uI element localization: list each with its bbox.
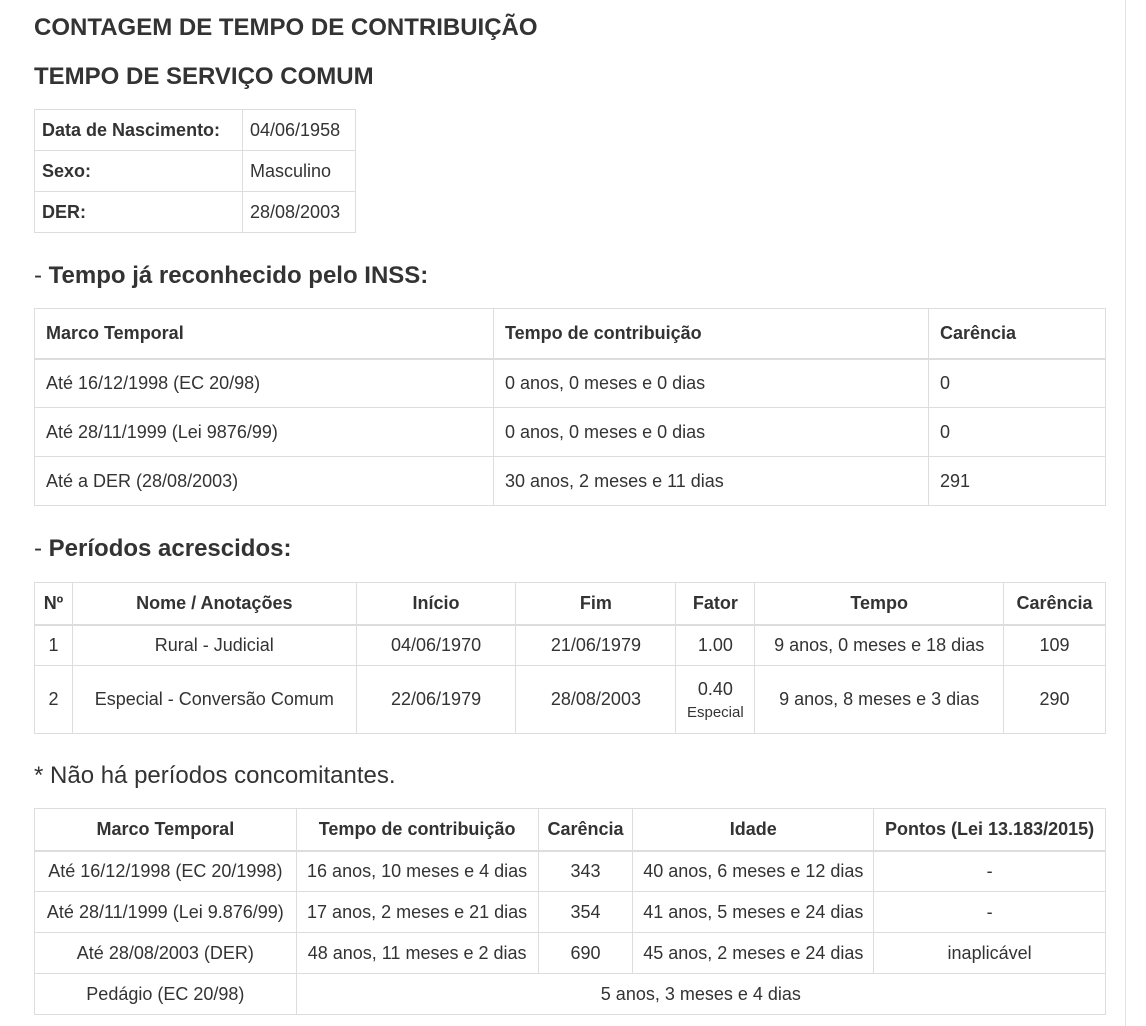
factor-cell	[676, 666, 755, 734]
table-row	[35, 359, 1106, 408]
table-cell: 109	[1003, 625, 1105, 666]
column-header: Tempo	[755, 583, 1004, 625]
column-header: Tempo de contribuição	[296, 809, 538, 851]
info-row	[35, 110, 356, 151]
personal-info-table	[34, 109, 356, 233]
page-right-border	[1125, 0, 1126, 1026]
table-cell: 290	[1003, 666, 1105, 734]
column-header: Fator	[676, 583, 755, 625]
table-header-row	[35, 809, 1106, 851]
concurrent-periods-note: * Não há períodos concomitantes.	[34, 762, 396, 789]
table-cell: 30 anos, 2 meses e 11 dias	[494, 457, 929, 506]
table-row	[35, 625, 1106, 666]
table-cell: 22/06/1979	[356, 666, 516, 734]
table-cell: 2	[35, 666, 73, 734]
table-header-row	[35, 583, 1106, 625]
pedagio-label: Pedágio (EC 20/98)	[35, 974, 297, 1015]
table-cell: 291	[929, 457, 1106, 506]
heading-text: Períodos acrescidos:	[48, 535, 292, 562]
column-header: Marco Temporal	[35, 309, 494, 359]
table-cell: 40 anos, 6 meses e 12 dias	[633, 851, 874, 892]
table-cell: Até 16/12/1998 (EC 20/98)	[35, 359, 494, 408]
table-cell: 45 anos, 2 meses e 24 dias	[633, 933, 874, 974]
column-header: Tempo de contribuição	[494, 309, 929, 359]
table-cell: 21/06/1979	[516, 625, 676, 666]
table-cell: Especial - Conversão Comum	[72, 666, 356, 734]
pedagio-row	[35, 974, 1106, 1015]
factor-value: 0.40	[697, 678, 733, 699]
table-row	[35, 933, 1106, 974]
info-value: 28/08/2003	[243, 192, 356, 233]
factor-value: 1.00	[697, 634, 733, 655]
table-cell: -	[874, 892, 1106, 933]
inss-section-heading	[34, 262, 428, 290]
column-header: Marco Temporal	[35, 809, 297, 851]
table-cell: 28/08/2003	[516, 666, 676, 734]
table-cell: 0	[929, 359, 1106, 408]
info-label: Sexo:	[35, 151, 243, 192]
heading-text: Tempo já reconhecido pelo INSS:	[48, 262, 429, 289]
column-header: Início	[356, 583, 516, 625]
table-row	[35, 851, 1106, 892]
column-header: Nome / Anotações	[72, 583, 356, 625]
heading-dash: -	[34, 262, 49, 289]
acrescidos-section-heading	[34, 535, 291, 563]
table-cell: 16 anos, 10 meses e 4 dias	[296, 851, 538, 892]
table-header-row	[35, 309, 1106, 359]
table-row	[35, 892, 1106, 933]
table-cell: Até 28/11/1999 (Lei 9.876/99)	[35, 892, 297, 933]
table-row	[35, 457, 1106, 506]
table-cell: Até 28/08/2003 (DER)	[35, 933, 297, 974]
factor-cell	[676, 625, 755, 666]
table-cell: 343	[538, 851, 633, 892]
pedagio-value: 5 anos, 3 meses e 4 dias	[296, 974, 1105, 1015]
info-row	[35, 192, 356, 233]
table-cell: 9 anos, 0 meses e 18 dias	[755, 625, 1004, 666]
info-label: Data de Nascimento:	[35, 110, 243, 151]
table-cell: Até a DER (28/08/2003)	[35, 457, 494, 506]
added-periods-table	[34, 582, 1106, 734]
table-cell: 41 anos, 5 meses e 24 dias	[633, 892, 874, 933]
table-cell: -	[874, 851, 1106, 892]
table-row	[35, 408, 1106, 457]
info-row	[35, 151, 356, 192]
table-row	[35, 666, 1106, 734]
inss-time-table	[34, 308, 1106, 506]
table-cell: 0	[929, 408, 1106, 457]
column-header: Carência	[538, 809, 633, 851]
info-label: DER:	[35, 192, 243, 233]
table-cell: 690	[538, 933, 633, 974]
column-header: Fim	[516, 583, 676, 625]
factor-note: Especial	[686, 703, 744, 721]
table-cell: inaplicável	[874, 933, 1106, 974]
summary-table	[34, 808, 1106, 1015]
info-value: Masculino	[243, 151, 356, 192]
page-title: CONTAGEM DE TEMPO DE CONTRIBUIÇÃO	[34, 14, 538, 41]
page-subtitle: TEMPO DE SERVIÇO COMUM	[34, 63, 374, 90]
info-value: 04/06/1958	[243, 110, 356, 151]
heading-dash: -	[34, 535, 49, 562]
table-cell: 0 anos, 0 meses e 0 dias	[494, 408, 929, 457]
table-cell: Rural - Judicial	[72, 625, 356, 666]
table-cell: 04/06/1970	[356, 625, 516, 666]
table-cell: Até 16/12/1998 (EC 20/1998)	[35, 851, 297, 892]
column-header: Carência	[929, 309, 1106, 359]
column-header: Idade	[633, 809, 874, 851]
column-header: Carência	[1003, 583, 1105, 625]
table-cell: 354	[538, 892, 633, 933]
table-cell: 0 anos, 0 meses e 0 dias	[494, 359, 929, 408]
table-cell: Até 28/11/1999 (Lei 9876/99)	[35, 408, 494, 457]
column-header: Nº	[35, 583, 73, 625]
table-cell: 1	[35, 625, 73, 666]
table-cell: 17 anos, 2 meses e 21 dias	[296, 892, 538, 933]
table-cell: 48 anos, 11 meses e 2 dias	[296, 933, 538, 974]
table-cell: 9 anos, 8 meses e 3 dias	[755, 666, 1004, 734]
column-header: Pontos (Lei 13.183/2015)	[874, 809, 1106, 851]
